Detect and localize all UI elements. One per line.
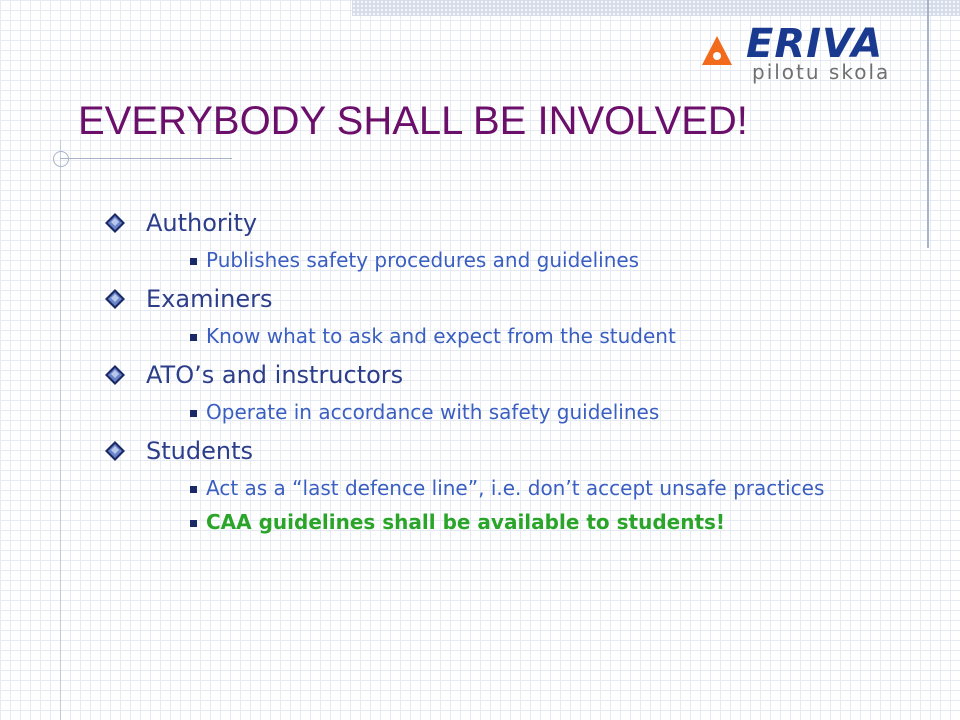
sub-bullet	[146, 322, 924, 350]
bullet-list	[104, 206, 924, 544]
title-underline	[60, 158, 232, 159]
bullet-label: Authority	[146, 209, 258, 237]
bullet-item-students	[104, 434, 924, 536]
sub-bullet-text: Act as a “last defence line”, i.e. don’t accept unsafe practices	[206, 476, 825, 500]
logo-name: ERIVA	[746, 21, 884, 67]
sub-bullet	[146, 398, 924, 426]
corner-ring-icon	[53, 151, 69, 167]
top-decorative-band	[352, 0, 960, 16]
slide-title: EVERYBODY SHALL BE INVOLVED!	[78, 99, 748, 143]
sub-bullet	[146, 246, 924, 274]
orange-triangle-logo-icon	[700, 34, 734, 68]
square-bullet-icon	[190, 520, 197, 527]
bullet-item-authority	[104, 206, 924, 274]
bullet-item-atos-and-instructors	[104, 358, 924, 426]
left-decorative-line	[60, 140, 61, 720]
square-bullet-icon	[190, 334, 197, 341]
logo-subtitle: pilotu skola	[752, 60, 891, 84]
sub-bullet-text: Publishes safety procedures and guidelines	[206, 248, 640, 272]
diamond-bullet-icon	[104, 364, 126, 386]
square-bullet-icon	[190, 410, 197, 417]
eriva-logo	[696, 22, 918, 86]
sub-bullet-text: Operate in accordance with safety guidelines	[206, 400, 660, 424]
sub-bullet	[146, 474, 924, 502]
sub-bullet-text: Know what to ask and expect from the student	[206, 324, 676, 348]
sub-bullet-emphasis	[146, 508, 924, 536]
diamond-bullet-icon	[104, 212, 126, 234]
diamond-bullet-icon	[104, 440, 126, 462]
bullet-label: ATO’s and instructors	[146, 361, 404, 389]
right-decorative-line	[927, 0, 929, 248]
sub-bullet-text-emphasis: CAA guidelines shall be available to students!	[206, 510, 726, 534]
bullet-label: Students	[146, 437, 253, 465]
diamond-bullet-icon	[104, 288, 126, 310]
bullet-label: Examiners	[146, 285, 273, 313]
square-bullet-icon	[190, 258, 197, 265]
square-bullet-icon	[190, 486, 197, 493]
bullet-item-examiners	[104, 282, 924, 350]
